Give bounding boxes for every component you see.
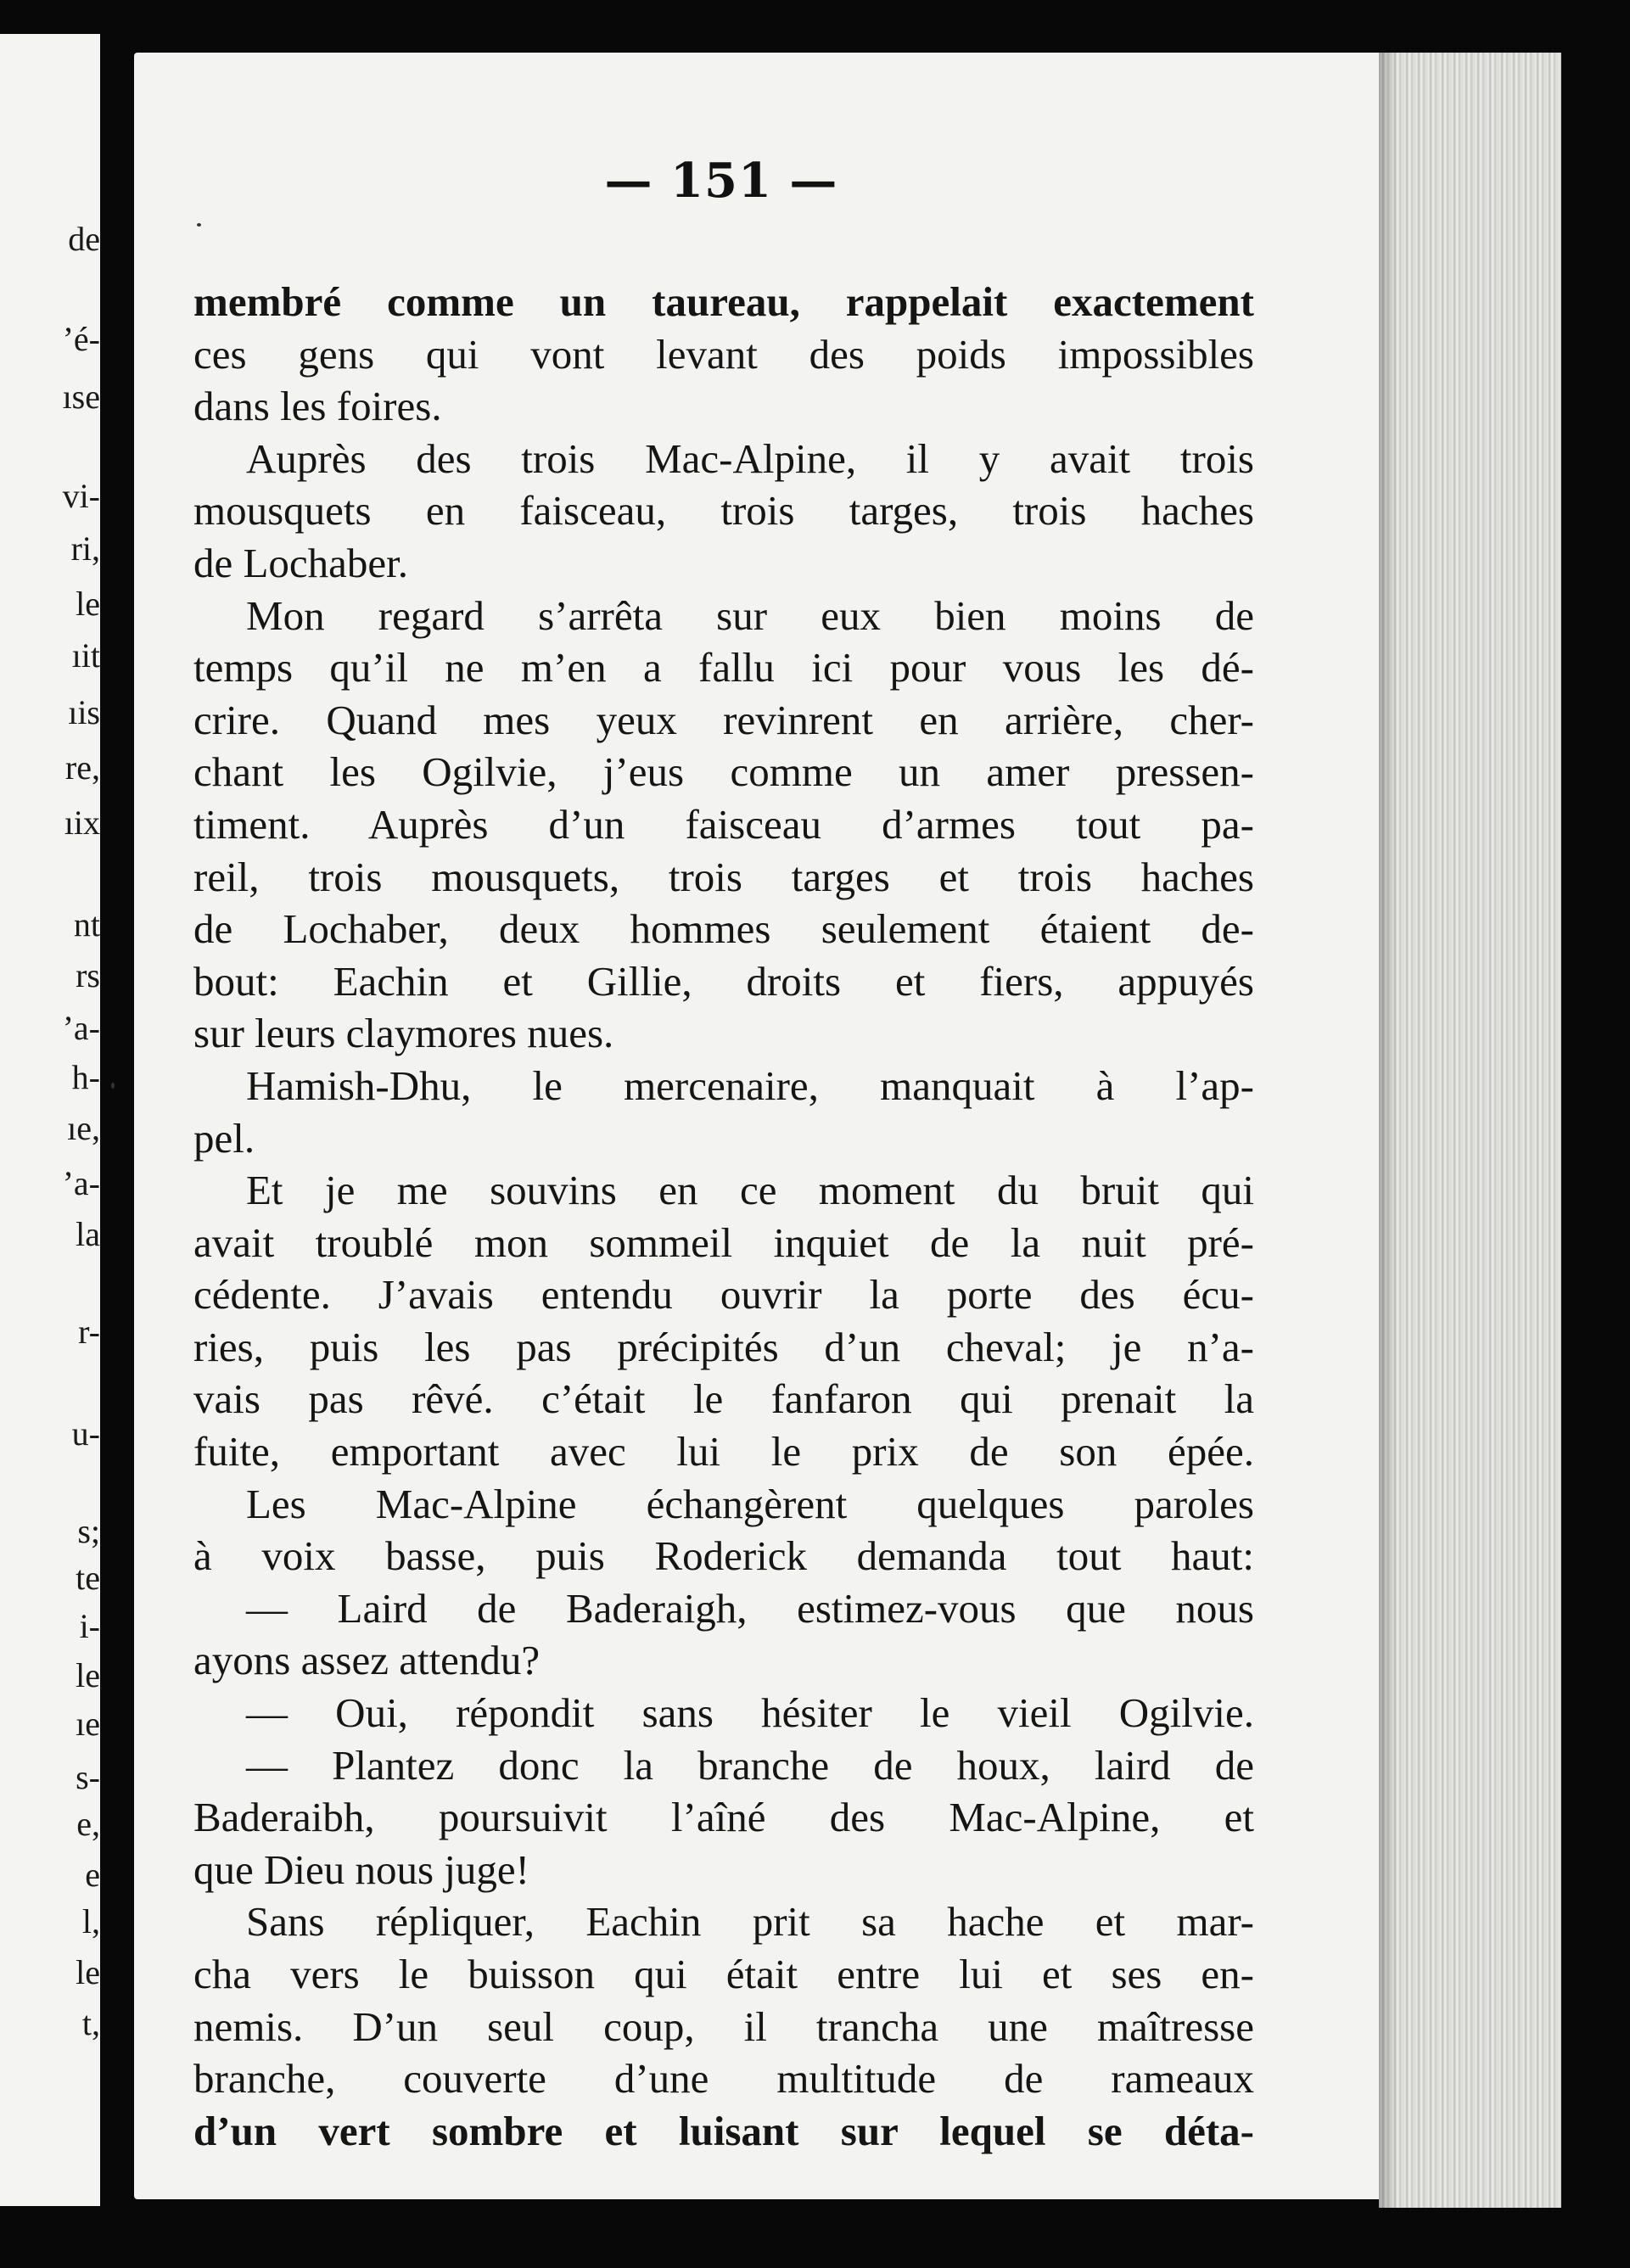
facing-page-line-end: le [76, 585, 100, 623]
facing-page-line-end: e [85, 1856, 100, 1894]
facing-page-line-end: ıe [76, 1705, 100, 1743]
facing-page-line-end: rs [76, 956, 100, 994]
body-text [193, 276, 1254, 2157]
facing-page-line-end: de [68, 220, 100, 258]
text-line: Les Mac-Alpine échangèrent quelques paroles [246, 1480, 1254, 1527]
text-line: Et je me souvins en ce moment du bruit qui [246, 1167, 1254, 1214]
text-line: timent. Auprès d’un faisceau d’armes tout pa- [193, 800, 1254, 848]
text-line: bout: Eachin et Gillie, droits et fiers, appuyés [193, 957, 1254, 1005]
facing-page-line-end: la [76, 1215, 100, 1253]
text-line: nemis. D’un seul coup, il trancha une maîtresse [193, 2002, 1254, 2050]
text-line: reil, trois mousquets, trois targes et trois haches [193, 853, 1254, 900]
facing-page-line-end: i- [79, 1607, 100, 1645]
facing-page-line-end: re, [64, 748, 100, 787]
text-line: Sans répliquer, Eachin prit sa hache et mar- [246, 1898, 1254, 1946]
facing-page-line-end: ıe, [67, 1109, 100, 1147]
facing-page-line-end: l, [81, 1902, 100, 1940]
page-edges [1379, 53, 1561, 2208]
facing-page-line-end: nt [73, 905, 100, 944]
text-line: d’un vert sombre et luisant sur lequel se déta- [193, 2107, 1254, 2154]
text-line: ces gens qui vont levant des poids impossibles [193, 330, 1254, 378]
text-line: sur leurs claymores nues. [193, 1010, 614, 1057]
facing-page-line-end: ’a- [62, 1164, 100, 1202]
facing-page-line-end: ıse [62, 378, 100, 416]
text-line: crire. Quand mes yeux revinrent en arrière, cher- [193, 696, 1254, 743]
facing-page-line-end: vi- [62, 477, 100, 515]
text-line: vais pas rêvé. c’était le fanfaron qui prenait la [193, 1375, 1254, 1423]
facing-page-line-end: u- [71, 1414, 100, 1453]
facing-page-line-end: le [76, 1953, 100, 1991]
facing-page-line-end: ’a- [62, 1009, 100, 1047]
facing-page-line-end: ri, [70, 529, 100, 568]
text-line: Baderaibh, poursuivit l’aîné des Mac-Alpine, et [193, 1794, 1254, 1841]
facing-page-line-end: ’é- [62, 320, 100, 358]
text-line: branche, couverte d’une multitude de rameaux [193, 2055, 1254, 2103]
text-line: Hamish-Dhu, le mercenaire, manquait à l’ap- [246, 1061, 1254, 1109]
facing-page-fragment [0, 34, 100, 2206]
text-line: ries, puis les pas précipités d’un cheval; je n’a- [193, 1323, 1254, 1370]
facing-page-line-end: te [76, 1559, 100, 1597]
facing-page-line-end: ıis [68, 693, 100, 731]
facing-page-line-end: s; [77, 1512, 100, 1550]
text-line: à voix basse, puis Roderick demanda tout haut: [193, 1532, 1254, 1580]
print-speck [111, 1083, 115, 1089]
text-line: — Oui, répondit sans hésiter le vieil Ogilvie. [246, 1689, 1254, 1737]
text-line: que Dieu nous juge! [193, 1845, 529, 1893]
text-line: — Plantez donc la branche de houx, laird de [246, 1741, 1254, 1789]
text-line: mousquets en faisceau, trois targes, trois haches [193, 487, 1254, 535]
facing-page-line-end: h- [71, 1058, 100, 1096]
text-line: fuite, emportant avec lui le prix de son épée. [193, 1428, 1254, 1476]
text-line: chant les Ogilvie, j’eus comme un amer pressen- [193, 748, 1254, 796]
print-speck [197, 223, 201, 227]
facing-page-line-end: r- [78, 1313, 100, 1351]
text-line: temps qu’il ne m’en a fallu ici pour vous les dé- [193, 644, 1254, 692]
facing-page-line-end: ıit [71, 636, 100, 675]
page-number: — 151 — [604, 153, 838, 209]
text-line: pel. [193, 1114, 255, 1162]
facing-page-line-end: le [76, 1656, 100, 1694]
facing-page-line-end: ıix [64, 804, 100, 842]
text-line: avait troublé mon sommeil inquiet de la nuit pré- [193, 1218, 1254, 1266]
text-line: de Lochaber, deux hommes seulement étaient de- [193, 905, 1254, 953]
facing-page-line-end: e, [76, 1805, 100, 1843]
text-line: Mon regard s’arrêta sur eux bien moins de [246, 591, 1254, 639]
text-line: ayons assez attendu? [193, 1637, 541, 1684]
text-line: dans les foires. [193, 383, 442, 430]
text-line: cédente. J’avais entendu ouvrir la porte des écu- [193, 1271, 1254, 1319]
text-line: cha vers le buisson qui était entre lui et ses en- [193, 1951, 1254, 1997]
facing-page-line-end: s- [76, 1758, 100, 1796]
text-line: Auprès des trois Mac-Alpine, il y avait trois [246, 434, 1254, 482]
facing-page-line-end: t, [81, 2004, 100, 2042]
text-line: membré comme un taureau, rappelait exactement [193, 278, 1254, 325]
text-line: de Lochaber. [193, 539, 409, 586]
text-line: — Laird de Baderaigh, estimez-vous que nous [246, 1584, 1254, 1632]
